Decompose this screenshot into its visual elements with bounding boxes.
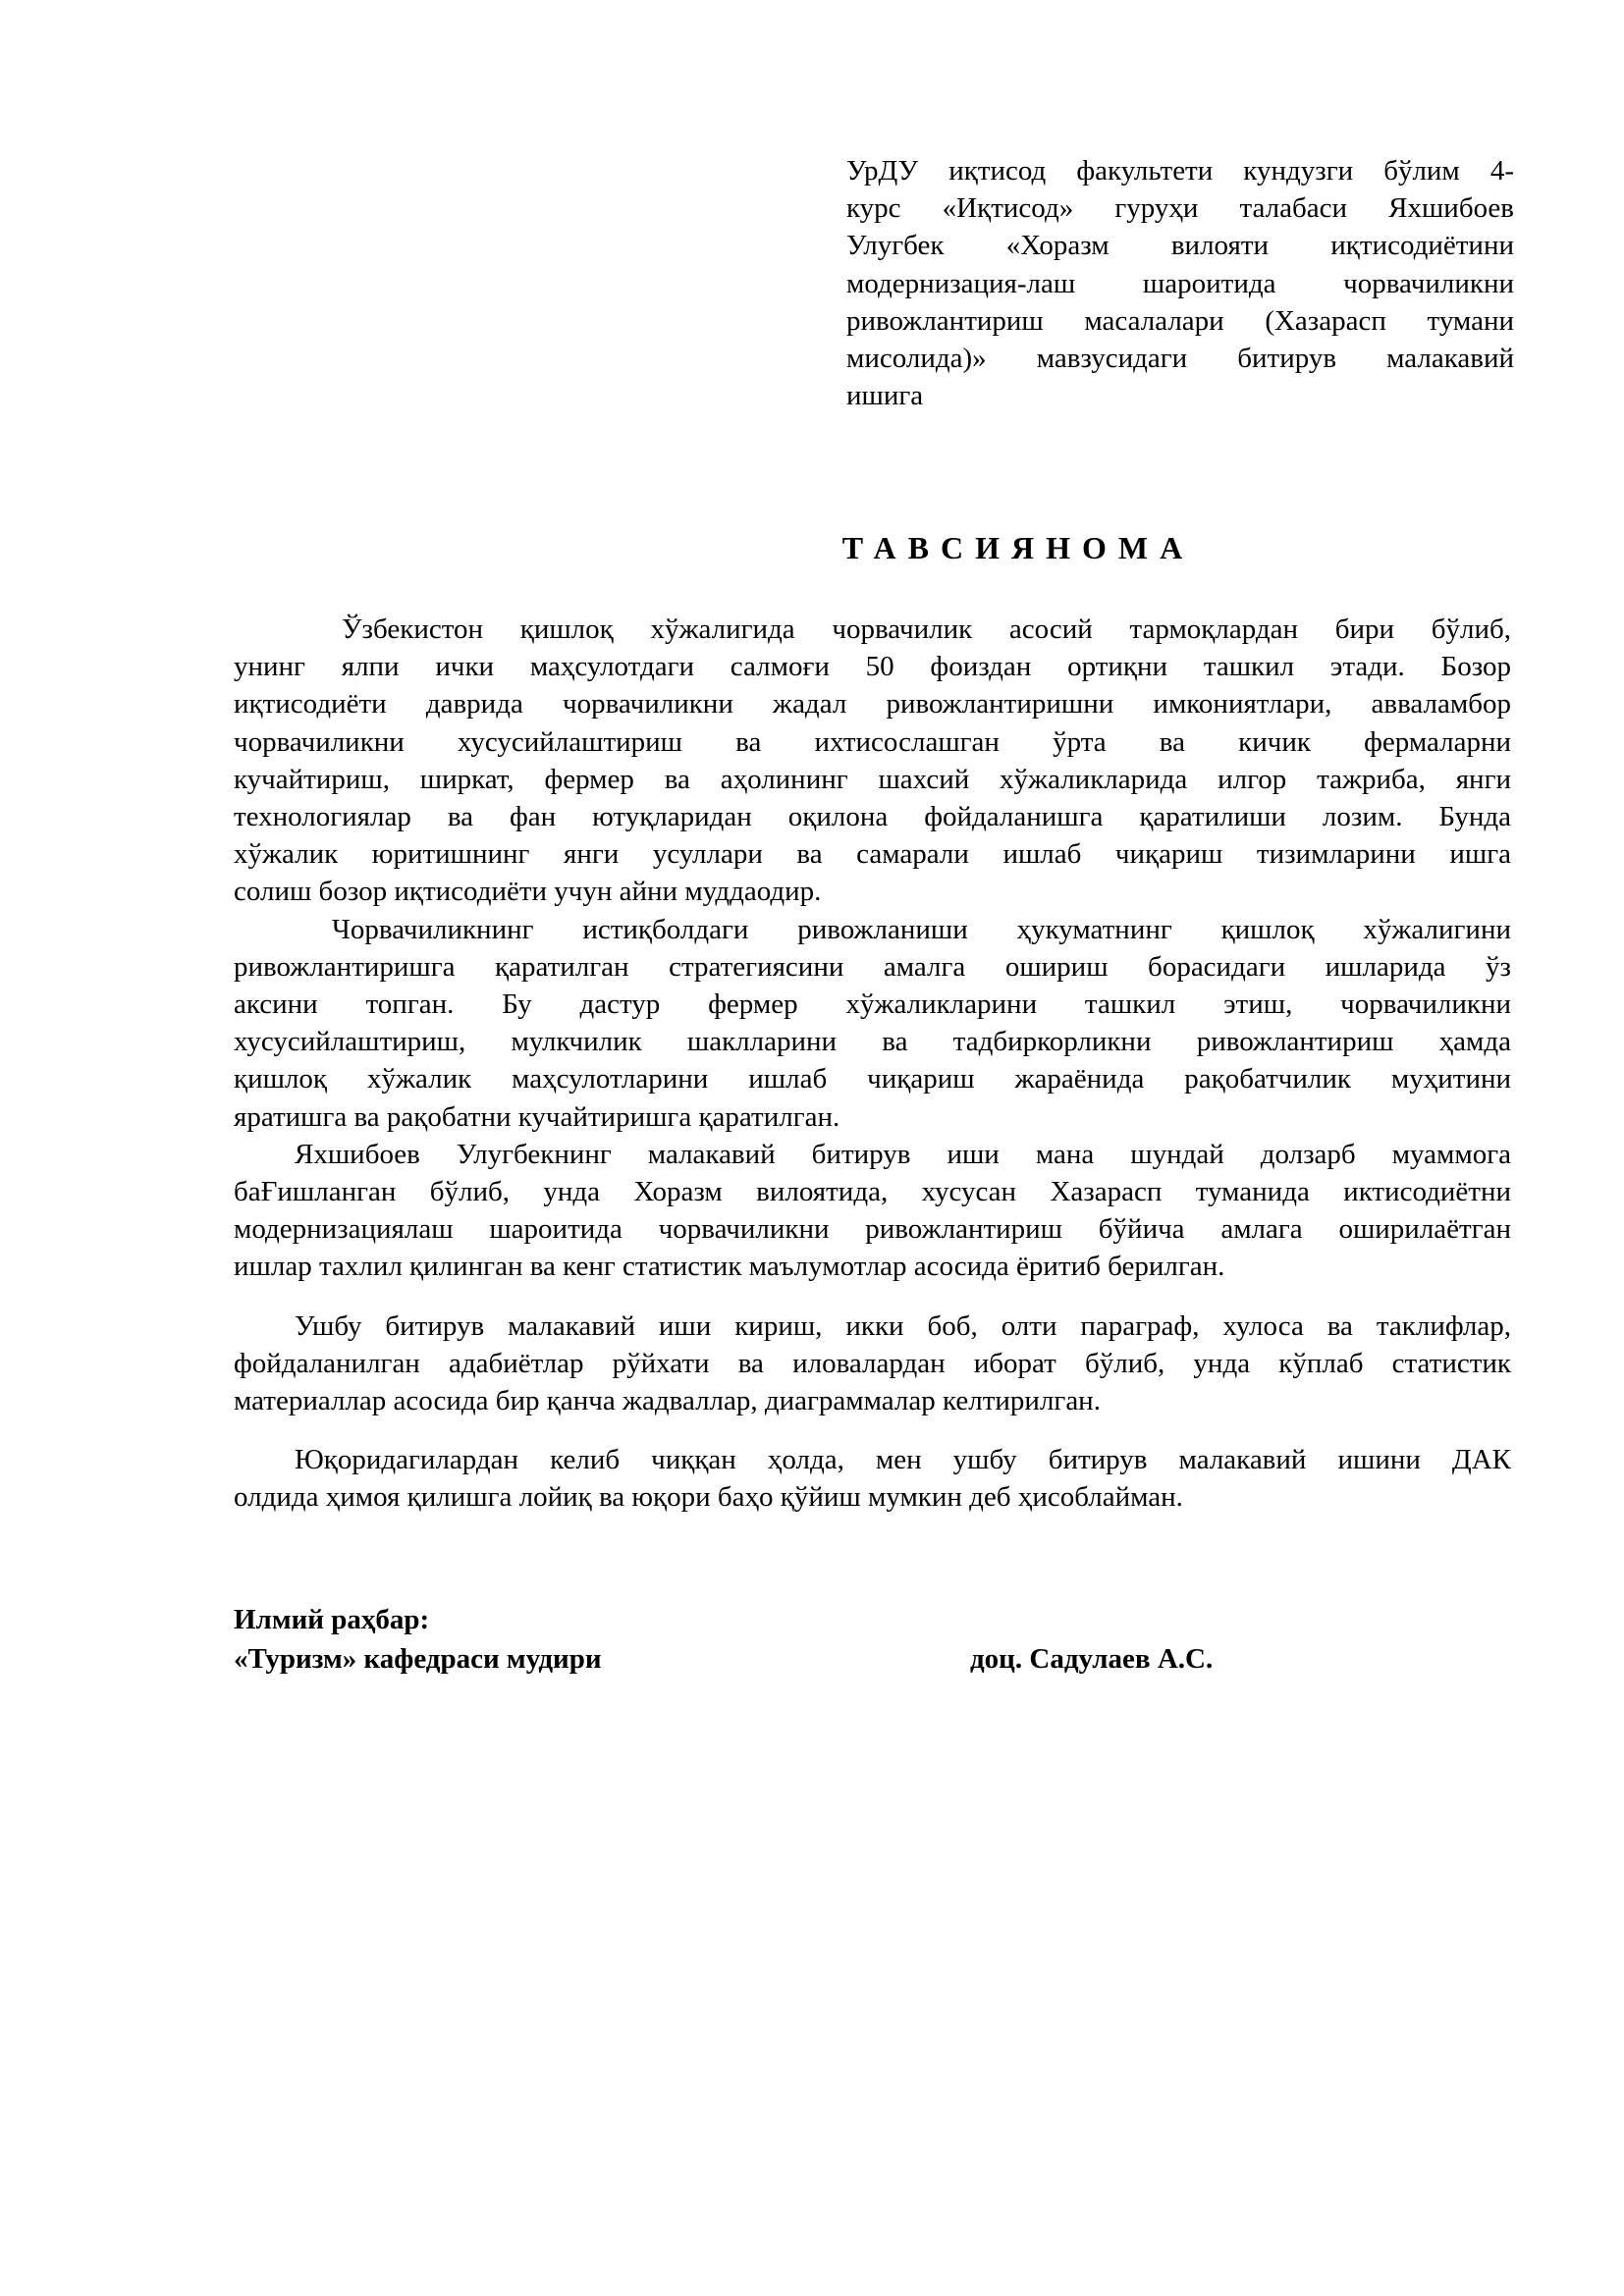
paragraph-4: [234, 1308, 1511, 1420]
paragraph-line: чорвачиликни хусусийлаштириш ва ихтисослашган ўрта ва кичик фермаларни: [234, 725, 1511, 758]
addressee-line: модернизация-лаш шароитида чорвачиликни: [846, 267, 1514, 299]
paragraph-line: модернизациялаш шароитида чорвачиликни ривожлантириш бўйича амлага оширилаётган: [234, 1213, 1511, 1246]
paragraph-line: унинг ялпи ички маҳсулотдаги салмоғи 50 фоиздан ортиқни ташкил этади. Бозор: [234, 651, 1511, 683]
addressee-line: мисолида)» мавзусидаги битирув малакавий: [846, 343, 1514, 375]
paragraph-line: кучайтириш, ширкат, фермер ва аҳолининг шахсий хўжаликларида илгор тажриба, янги: [234, 763, 1511, 795]
paragraph-line: хусусийлаштириш, мулкчилик шаклларини ва тадбиркорликни ривожлантириш ҳамда: [234, 1026, 1511, 1058]
paragraph-line: Ушбу битирув малакавий иши кириш, икки боб, олти параграф, хулоса ва таклифлар,: [295, 1309, 1511, 1342]
paragraph-1: [234, 611, 1511, 911]
paragraph-line: аксини топган. Бу дастур фермер хўжаликларини ташкил этиш, чорвачиликни: [234, 988, 1511, 1021]
paragraph-line: баҒишланган бўлиб, унда Хоразм вилоятида, хусусан Хазарасп туманида иктисодиётни: [234, 1176, 1511, 1208]
addressee-line: ривожлантириш масалалари (Хазарасп тумани: [846, 304, 1514, 337]
paragraph-line: фойдаланилган адабиётлар рўйхати ва иловалардан иборат бўлиб, унда кўплаб статистик: [234, 1347, 1511, 1379]
document-body: [234, 611, 1511, 1517]
addressee-block: [846, 152, 1514, 414]
paragraph-line: Яхшибоев Улугбекнинг малакавий битирув иши мана шундай долзарб муаммога: [295, 1138, 1511, 1170]
signatory-name: доц. Садулаев А.С.: [970, 1643, 1214, 1675]
paragraph-line: иқтисодиёти даврида чорвачиликни жадал ривожлантиришни имкониятлари, авваламбор: [234, 688, 1511, 721]
paragraph-line: яратишга ва рақобатни кучайтиришга қаратилган.: [234, 1100, 840, 1133]
document-title: ТАВСИЯНОМА: [841, 530, 1195, 565]
paragraph-line: ривожлантиришга қаратилган стратегиясини амалга ошириш борасидаги ишларида ўз: [234, 950, 1511, 983]
addressee-line: Улугбек «Хоразм вилояти иқтисодиётини: [846, 230, 1514, 262]
addressee-line: ишига: [846, 380, 924, 412]
paragraph-line: ишлар тахлил қилинган ва кенг статистик маълумотлар асосида ёритиб берилган.: [234, 1251, 1225, 1283]
paragraph-3: [234, 1136, 1511, 1286]
paragraph-line: Чорвачиликнинг истиқболдаги ривожланиши ҳукуматнинг қишлоқ хўжалигини: [332, 913, 1511, 945]
paragraph-line: технологиялар ва фан ютуқларидан оқилона фойдаланишга қаратилиши лозим. Бунда: [234, 801, 1511, 833]
paragraph-line: қишлоқ хўжалик маҳсулотларини ишлаб чиқариш жараёнида рақобатчилик муҳитини: [234, 1063, 1511, 1095]
signature-block: [234, 1600, 1511, 1679]
addressee-line: УрДУ иқтисод факультети кундузги бўлим 4-: [846, 155, 1514, 187]
addressee-line: курс «Иқтисод» гуруҳи талабаси Яхшибоев: [846, 192, 1514, 225]
paragraph-line: хўжалик юритишнинг янги усуллари ва самарали ишлаб чиқариш тизимларини ишга: [234, 838, 1511, 871]
supervisor-role: Илмий раҳбар:: [234, 1604, 430, 1635]
department-head-role: «Туризм» кафедраси мудири: [234, 1643, 602, 1675]
paragraph-2: [234, 911, 1511, 1136]
paragraph-line: Ўзбекистон қишлоқ хўжалигида чорвачилик асосий тармоқлардан бири бўлиб,: [342, 614, 1511, 645]
paragraph-line: Юқоридагилардан келиб чиққан ҳолда, мен ушбу битирув малакавий ишини ДАК: [295, 1444, 1511, 1476]
paragraph-line: материаллар асосида бир қанча жадваллар, диаграммалар келтирилган.: [234, 1385, 1101, 1417]
paragraph-line: олдида ҳимоя қилишга лойиқ ва юқори баҳо қўйиш мумкин деб ҳисоблайман.: [234, 1481, 1183, 1514]
paragraph-5: [234, 1441, 1511, 1516]
paragraph-line: солиш бозор иқтисодиёти учун айни муддаодир.: [234, 876, 822, 908]
